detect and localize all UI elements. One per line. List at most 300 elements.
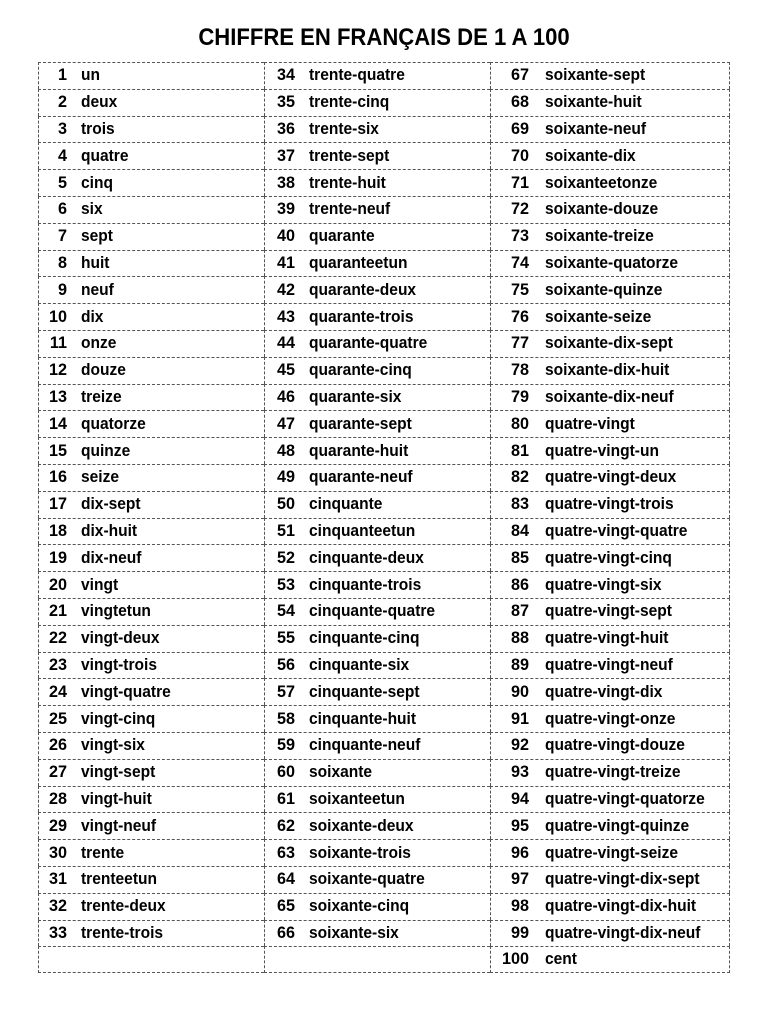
number-word: vingt-quatre [81, 682, 171, 701]
number-digits: 56 [276, 655, 295, 674]
number-digits: 23 [48, 655, 67, 674]
number-digits: 15 [48, 441, 67, 460]
number-digits: 47 [276, 414, 295, 433]
number-digits: 9 [57, 280, 67, 299]
table-cell [264, 437, 490, 464]
number-word: soixante-douze [545, 200, 659, 219]
number-digits: 92 [510, 736, 529, 755]
number-word: soixante-seize [545, 307, 652, 326]
table-cell [490, 705, 730, 732]
number-word: dix-neuf [81, 548, 142, 567]
table-cell [38, 276, 264, 303]
number-digits: 40 [276, 227, 295, 246]
number-digits: 75 [510, 280, 529, 299]
number-word: vingt-trois [81, 655, 157, 674]
number-word: soixanteetonze [545, 173, 658, 192]
number-word: cinquante-six [309, 655, 410, 674]
table-cell [264, 866, 490, 893]
number-digits: 61 [276, 789, 295, 808]
number-word: vingt-huit [81, 789, 152, 808]
number-digits: 32 [48, 897, 67, 916]
number-digits: 97 [510, 870, 529, 889]
table-cell [490, 410, 730, 437]
number-digits: 24 [48, 682, 67, 701]
table-cell [38, 196, 264, 223]
table-cell [490, 518, 730, 545]
number-word: quatre-vingt-un [545, 441, 659, 460]
number-word: quarante-deux [309, 280, 417, 299]
number-word: soixante-trois [309, 843, 411, 862]
table-cell [38, 464, 264, 491]
table-cell [264, 464, 490, 491]
number-word: quatre-vingt-treize [545, 763, 681, 782]
number-word: soixante [309, 763, 373, 782]
table-cell [264, 705, 490, 732]
table-cell [38, 357, 264, 384]
table-cell [264, 196, 490, 223]
number-digits: 62 [276, 816, 295, 835]
number-word: dix [81, 307, 104, 326]
number-digits: 44 [276, 334, 295, 353]
number-word: cinquante-quatre [309, 602, 436, 621]
number-digits: 50 [276, 495, 295, 514]
table-cell [490, 866, 730, 893]
table-cell [490, 920, 730, 947]
number-digits: 93 [510, 763, 529, 782]
table-cell [490, 812, 730, 839]
table-cell [264, 142, 490, 169]
number-word: soixante-treize [545, 227, 654, 246]
number-word: trente-sept [309, 146, 390, 165]
number-digits: 3 [57, 119, 67, 138]
table-cell [38, 89, 264, 116]
number-digits: 2 [57, 93, 67, 112]
number-word: quarante-huit [309, 441, 409, 460]
number-word: trente-deux [81, 897, 166, 916]
number-word: quatre-vingt-neuf [545, 655, 673, 674]
number-word: quatre-vingt-seize [545, 843, 678, 862]
table-cell [264, 491, 490, 518]
number-word: dix-huit [81, 521, 138, 540]
number-word: vingt-six [81, 736, 145, 755]
number-word: cinquante-sept [309, 682, 420, 701]
number-digits: 57 [276, 682, 295, 701]
number-word: soixanteetun [309, 789, 405, 808]
number-word: cinquante-cinq [309, 629, 420, 648]
number-word: treize [81, 387, 122, 406]
number-digits: 67 [510, 66, 529, 85]
number-word: quatre-vingt-dix-sept [545, 870, 700, 889]
table-cell [38, 330, 264, 357]
number-digits: 31 [48, 870, 67, 889]
number-word: trenteetun [81, 870, 157, 889]
number-word: trente [81, 843, 125, 862]
table-cell [264, 223, 490, 250]
number-word: cent [545, 950, 577, 969]
number-word: douze [81, 361, 126, 380]
table-cell [38, 839, 264, 866]
number-digits: 58 [276, 709, 295, 728]
number-word: soixante-deux [309, 816, 414, 835]
number-word: soixante-dix-sept [545, 334, 673, 353]
number-word: quatre-vingt-dix-huit [545, 897, 697, 916]
table-cell [38, 169, 264, 196]
table-cell [490, 652, 730, 679]
number-digits: 13 [48, 387, 67, 406]
number-word: quarante-quatre [309, 334, 428, 353]
table-cell [264, 812, 490, 839]
number-digits: 74 [510, 253, 529, 272]
table-cell [490, 759, 730, 786]
number-digits: 52 [276, 548, 295, 567]
number-word: quarante-trois [309, 307, 414, 326]
number-digits: 37 [276, 146, 295, 165]
number-digits: 20 [48, 575, 67, 594]
number-digits: 87 [510, 602, 529, 621]
table-cell [38, 598, 264, 625]
number-digits: 42 [276, 280, 295, 299]
number-word: quatre-vingt-quinze [545, 816, 690, 835]
table-cell [264, 169, 490, 196]
number-digits: 86 [510, 575, 529, 594]
table-cell [264, 598, 490, 625]
number-digits: 79 [510, 387, 529, 406]
table-cell [490, 169, 730, 196]
table-column-2 [264, 62, 490, 973]
table-cell [264, 303, 490, 330]
table-cell [264, 652, 490, 679]
number-word: onze [81, 334, 117, 353]
table-cell [38, 678, 264, 705]
number-word: quatre-vingt-douze [545, 736, 685, 755]
number-digits: 5 [57, 173, 67, 192]
number-digits: 85 [510, 548, 529, 567]
number-word: huit [81, 253, 110, 272]
number-word: soixante-huit [545, 93, 642, 112]
table-cell [264, 625, 490, 652]
table-cell [38, 571, 264, 598]
table-cell [38, 946, 264, 973]
table-cell [264, 786, 490, 813]
number-word: vingt-deux [81, 629, 160, 648]
table-cell [38, 518, 264, 545]
number-digits: 53 [276, 575, 295, 594]
table-cell [264, 759, 490, 786]
number-digits: 94 [510, 789, 529, 808]
table-cell [490, 491, 730, 518]
table-cell [38, 62, 264, 89]
number-digits: 100 [501, 950, 529, 969]
number-word: quarante [309, 227, 375, 246]
number-word: cinquante-huit [309, 709, 417, 728]
number-word: soixante-six [309, 923, 399, 942]
table-cell [38, 544, 264, 571]
number-digits: 39 [276, 200, 295, 219]
table-cell [490, 678, 730, 705]
number-word: cinquante [309, 495, 383, 514]
number-word: trente-neuf [309, 200, 391, 219]
number-digits: 17 [48, 495, 67, 514]
table-cell [490, 303, 730, 330]
number-digits: 22 [48, 629, 67, 648]
table-cell [264, 544, 490, 571]
number-digits: 59 [276, 736, 295, 755]
number-word: quatre-vingt [545, 414, 635, 433]
number-word: quatre-vingt-deux [545, 468, 677, 487]
number-word: soixante-neuf [545, 119, 647, 138]
number-word: soixante-sept [545, 66, 646, 85]
table-cell [490, 142, 730, 169]
table-cell [38, 652, 264, 679]
page-title: CHIFFRE EN FRANÇAIS DE 1 A 100 [198, 24, 570, 51]
number-digits: 8 [57, 253, 67, 272]
table-cell [38, 732, 264, 759]
number-word: vingt-neuf [81, 816, 157, 835]
number-word: cinquante-deux [309, 548, 424, 567]
table-cell [490, 464, 730, 491]
number-word: trois [81, 119, 115, 138]
number-word: quatre-vingt-dix-neuf [545, 923, 701, 942]
number-word: sept [81, 227, 113, 246]
number-word: quatre-vingt-onze [545, 709, 676, 728]
table-cell [38, 705, 264, 732]
number-digits: 45 [276, 361, 295, 380]
table-cell [38, 491, 264, 518]
number-digits: 10 [48, 307, 67, 326]
table-cell [490, 571, 730, 598]
number-word: deux [81, 93, 118, 112]
number-word: neuf [81, 280, 114, 299]
number-word: quatre-vingt-trois [545, 495, 674, 514]
number-digits: 11 [49, 334, 67, 353]
table-cell [490, 89, 730, 116]
table-cell [38, 384, 264, 411]
number-word: quatre-vingt-cinq [545, 548, 672, 567]
table-cell [264, 410, 490, 437]
number-digits: 55 [276, 629, 295, 648]
number-table [38, 62, 730, 973]
number-digits: 64 [276, 870, 295, 889]
table-cell [490, 544, 730, 571]
table-cell [490, 839, 730, 866]
number-word: trente-six [309, 119, 379, 138]
table-cell [38, 625, 264, 652]
table-cell [38, 812, 264, 839]
number-digits: 49 [276, 468, 295, 487]
table-cell [490, 598, 730, 625]
table-cell [38, 437, 264, 464]
number-digits: 73 [510, 227, 529, 246]
number-digits: 46 [276, 387, 295, 406]
number-digits: 96 [510, 843, 529, 862]
number-digits: 1 [57, 66, 67, 85]
table-cell [38, 920, 264, 947]
table-cell [264, 732, 490, 759]
number-digits: 21 [48, 602, 67, 621]
number-digits: 26 [48, 736, 67, 755]
table-cell [264, 89, 490, 116]
number-digits: 68 [510, 93, 529, 112]
table-cell [264, 250, 490, 277]
number-word: soixante-quatorze [545, 253, 678, 272]
table-cell [264, 116, 490, 143]
number-digits: 51 [276, 521, 295, 540]
number-digits: 78 [510, 361, 529, 380]
number-digits: 84 [510, 521, 529, 540]
number-word: quatre-vingt-quatre [545, 521, 688, 540]
number-word: quatre-vingt-huit [545, 629, 669, 648]
number-digits: 48 [276, 441, 295, 460]
number-digits: 81 [510, 441, 529, 460]
number-digits: 12 [48, 361, 67, 380]
table-cell [38, 866, 264, 893]
number-digits: 66 [276, 923, 295, 942]
number-word: soixante-quatre [309, 870, 425, 889]
number-word: trente-quatre [309, 66, 405, 85]
table-cell [38, 410, 264, 437]
number-word: un [81, 66, 100, 85]
table-cell [490, 196, 730, 223]
number-digits: 30 [48, 843, 67, 862]
number-word: quarante-six [309, 387, 402, 406]
table-cell [38, 759, 264, 786]
table-cell [490, 786, 730, 813]
table-cell [264, 839, 490, 866]
number-word: quatre-vingt-quatorze [545, 789, 705, 808]
number-digits: 76 [510, 307, 529, 326]
number-digits: 80 [510, 414, 529, 433]
number-word: soixante-dix [545, 146, 636, 165]
table-cell [490, 223, 730, 250]
number-word: vingtetun [81, 602, 151, 621]
table-cell [490, 946, 730, 973]
number-digits: 99 [510, 923, 529, 942]
number-digits: 33 [48, 923, 67, 942]
number-digits: 4 [57, 146, 67, 165]
table-column-1 [38, 62, 264, 973]
table-cell [490, 357, 730, 384]
number-digits: 71 [510, 173, 529, 192]
table-cell [38, 786, 264, 813]
number-digits: 36 [276, 119, 295, 138]
number-digits: 25 [48, 709, 67, 728]
number-word: dix-sept [81, 495, 141, 514]
number-word: soixante-cinq [309, 897, 410, 916]
table-cell [490, 62, 730, 89]
number-word: seize [81, 468, 120, 487]
number-digits: 88 [510, 629, 529, 648]
number-digits: 28 [48, 789, 67, 808]
number-digits: 83 [510, 495, 529, 514]
table-cell [38, 116, 264, 143]
number-digits: 54 [276, 602, 295, 621]
number-digits: 91 [510, 709, 529, 728]
number-digits: 70 [510, 146, 529, 165]
number-word: six [81, 200, 103, 219]
table-cell [264, 384, 490, 411]
table-cell [264, 357, 490, 384]
number-digits: 69 [510, 119, 529, 138]
number-digits: 27 [48, 763, 67, 782]
table-cell [490, 625, 730, 652]
table-column-3 [490, 62, 730, 973]
table-cell [264, 678, 490, 705]
number-digits: 19 [48, 548, 67, 567]
number-word: quatorze [81, 414, 146, 433]
number-digits: 77 [510, 334, 529, 353]
number-word: soixante-dix-huit [545, 361, 670, 380]
number-word: cinquante-trois [309, 575, 422, 594]
number-digits: 82 [510, 468, 529, 487]
number-word: quinze [81, 441, 131, 460]
number-digits: 38 [276, 173, 295, 192]
table-cell [264, 920, 490, 947]
number-word: cinquanteetun [309, 521, 416, 540]
table-cell [490, 250, 730, 277]
number-digits: 35 [276, 93, 295, 112]
number-word: vingt [81, 575, 119, 594]
table-cell [490, 732, 730, 759]
number-digits: 43 [276, 307, 295, 326]
table-cell [38, 223, 264, 250]
number-digits: 41 [276, 253, 295, 272]
number-digits: 6 [57, 200, 67, 219]
number-word: quarante-sept [309, 414, 412, 433]
number-word: cinquante-neuf [309, 736, 421, 755]
table-cell [38, 250, 264, 277]
number-digits: 95 [510, 816, 529, 835]
table-cell [264, 518, 490, 545]
number-digits: 63 [276, 843, 295, 862]
number-word: trente-trois [81, 923, 164, 942]
table-cell [490, 276, 730, 303]
number-digits: 16 [48, 468, 67, 487]
table-cell [264, 276, 490, 303]
number-word: trente-cinq [309, 93, 390, 112]
number-digits: 60 [276, 763, 295, 782]
number-word: quarante-cinq [309, 361, 412, 380]
number-word: quatre-vingt-six [545, 575, 662, 594]
table-cell [490, 330, 730, 357]
number-word: quaranteetun [309, 253, 408, 272]
number-digits: 65 [276, 897, 295, 916]
table-cell [490, 384, 730, 411]
number-digits: 34 [276, 66, 295, 85]
number-digits: 18 [48, 521, 67, 540]
number-digits: 14 [48, 414, 67, 433]
number-word: vingt-sept [81, 763, 156, 782]
table-cell [264, 893, 490, 920]
table-cell [38, 142, 264, 169]
number-digits: 98 [510, 897, 529, 916]
number-digits: 7 [57, 227, 67, 246]
number-digits: 72 [510, 200, 529, 219]
number-digits: 29 [48, 816, 67, 835]
table-cell [264, 62, 490, 89]
table-cell [490, 893, 730, 920]
table-cell [38, 893, 264, 920]
table-cell [264, 571, 490, 598]
table-cell [38, 303, 264, 330]
number-word: quarante-neuf [309, 468, 413, 487]
number-digits: 89 [510, 655, 529, 674]
table-cell [264, 330, 490, 357]
number-word: quatre-vingt-sept [545, 602, 672, 621]
number-word: quatre-vingt-dix [545, 682, 663, 701]
number-word: soixante-quinze [545, 280, 663, 299]
number-word: soixante-dix-neuf [545, 387, 674, 406]
table-cell [490, 116, 730, 143]
